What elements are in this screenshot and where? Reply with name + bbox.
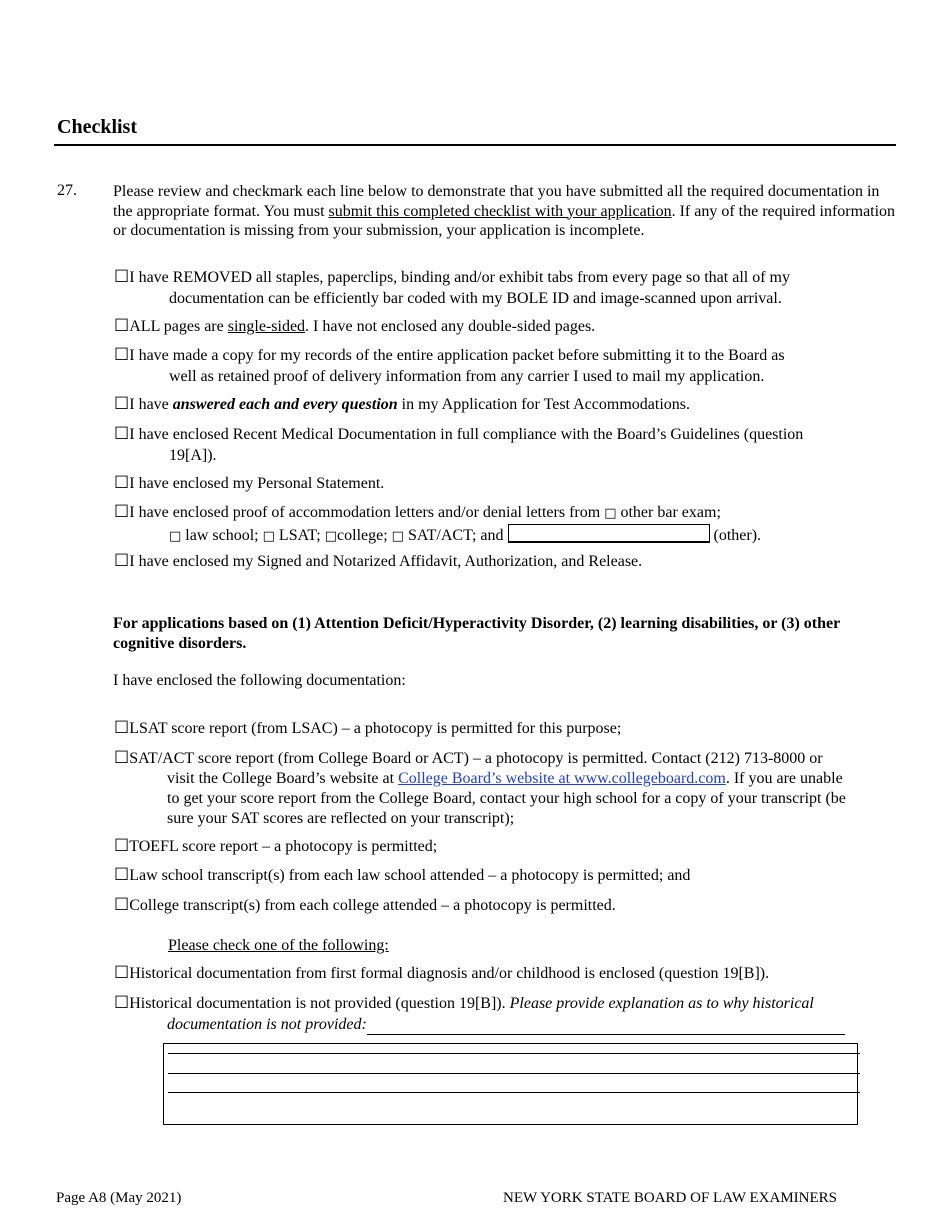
historical-not-provided: ☐Historical documentation is not provided (question 19[B]). Please provide explanation as to why historical documentation is not provided:	[114, 993, 904, 1035]
item-proof: ☐I have enclosed proof of accommodation letters and/or denial letters from □ other bar exam; □ law school; □ LSAT; □college; □ SAT/ACT; and (other).	[114, 502, 762, 544]
enclosed-intro: I have enclosed the following documentation:	[113, 672, 406, 689]
checkbox-personal[interactable]: ☐	[114, 473, 130, 493]
footer-org: NEW YORK STATE BOARD OF LAW EXAMINERS	[503, 1190, 837, 1206]
checkbox-proof[interactable]: ☐	[114, 502, 130, 522]
checkbox-other-bar[interactable]: □	[604, 506, 617, 521]
checkbox-removed[interactable]: ☐	[114, 267, 130, 287]
item-affidavit: ☐I have enclosed my Signed and Notarized Affidavit, Authorization, and Release.	[114, 551, 643, 571]
checkbox-single-sided[interactable]: ☐	[114, 316, 130, 336]
checkbox-doc-toefl[interactable]: ☐	[114, 836, 130, 856]
checkbox-historical-not-provided[interactable]: ☐	[114, 993, 130, 1013]
explanation-line-2	[168, 1073, 860, 1074]
checkbox-affidavit[interactable]: ☐	[114, 551, 130, 571]
checkbox-sat-act[interactable]: □	[391, 529, 404, 544]
explanation-line	[367, 1020, 845, 1035]
doc-law-transcript: ☐Law school transcript(s) from each law school attended – a photocopy is permitted; and	[114, 865, 691, 885]
checkbox-historical-enclosed[interactable]: ☐	[114, 963, 130, 983]
intro-text-2: . If any of the required information or documentation is missing from your submission, your application is incomplete.	[113, 202, 896, 239]
question-number: 27.	[57, 182, 77, 199]
doc-college-transcript: ☐College transcript(s) from each college attended – a photocopy is permitted.	[114, 895, 616, 915]
historical-enclosed: ☐Historical documentation from first formal diagnosis and/or childhood is enclosed (question 19[B]).	[114, 963, 770, 983]
intro-paragraph	[113, 182, 898, 241]
check-one-label: Please check one of the following:	[168, 937, 389, 954]
checkbox-doc-lsat[interactable]: ☐	[114, 718, 130, 738]
item-removed: ☐I have REMOVED all staples, paperclips, binding and/or exhibit tabs from every page so that all of my documentation can be efficiently bar coded with my BOLE ID and image-scanned upon arrival.	[114, 267, 790, 307]
checkbox-law-school[interactable]: □	[169, 529, 182, 544]
checkbox-doc-college-transcript[interactable]: ☐	[114, 895, 130, 915]
doc-toefl: ☐TOEFL score report – a photocopy is permitted;	[114, 836, 438, 856]
other-text-field[interactable]	[508, 524, 710, 543]
college-board-link[interactable]: College Board’s website at www.collegeboard.com	[398, 770, 726, 787]
doc-lsat: ☐LSAT score report (from LSAC) – a photocopy is permitted for this purpose;	[114, 718, 622, 738]
checkbox-answered[interactable]: ☐	[114, 394, 130, 414]
doc-sat: ☐SAT/ACT score report (from College Board or ACT) – a photocopy is permitted. Contact (212) 713-8000 or visit the College Board’s website at College Board’s website at www.collegeboard.com. If you are unable to get your score report from the College Board, contact your high school for a copy of your transcript (be sure your SAT scores are reflected on your transcript);	[114, 748, 846, 827]
checkbox-lsat[interactable]: □	[262, 529, 275, 544]
item-single-sided: ☐ALL pages are single-sided. I have not enclosed any double-sided pages.	[114, 316, 596, 336]
page-title: Checklist	[57, 116, 137, 138]
title-rule	[54, 144, 896, 146]
explanation-line-1	[168, 1053, 860, 1054]
adhd-heading: For applications based on (1) Attention Deficit/Hyperactivity Disorder, (2) learning disabilities, or (3) other cognitive disorders.	[113, 615, 840, 652]
intro-underlined: submit this completed checklist with your application	[328, 202, 672, 220]
checkbox-college[interactable]: □	[324, 529, 338, 544]
explanation-box[interactable]	[163, 1043, 858, 1125]
item-copy: ☐I have made a copy for my records of the entire application packet before submitting it to the Board as well as retained proof of delivery information from any carrier I used to mail my application.	[114, 345, 785, 385]
footer-page: Page A8 (May 2021)	[56, 1190, 182, 1206]
checkbox-doc-sat[interactable]: ☐	[114, 748, 130, 768]
checkbox-medical[interactable]: ☐	[114, 424, 130, 444]
item-medical: ☐I have enclosed Recent Medical Documentation in full compliance with the Board’s Guidelines (question 19[A]).	[114, 424, 804, 464]
item-personal: ☐I have enclosed my Personal Statement.	[114, 473, 385, 493]
checkbox-doc-law-transcript[interactable]: ☐	[114, 865, 130, 885]
intro-text-1: Please review and checkmark each line below to demonstrate that you have submitted all the required documentation in the appropriate format. You must	[113, 183, 880, 220]
item-answered: ☐I have answered each and every question in my Application for Test Accommodations.	[114, 394, 690, 414]
checkbox-copy[interactable]: ☐	[114, 345, 130, 365]
explanation-line-3	[168, 1092, 860, 1093]
